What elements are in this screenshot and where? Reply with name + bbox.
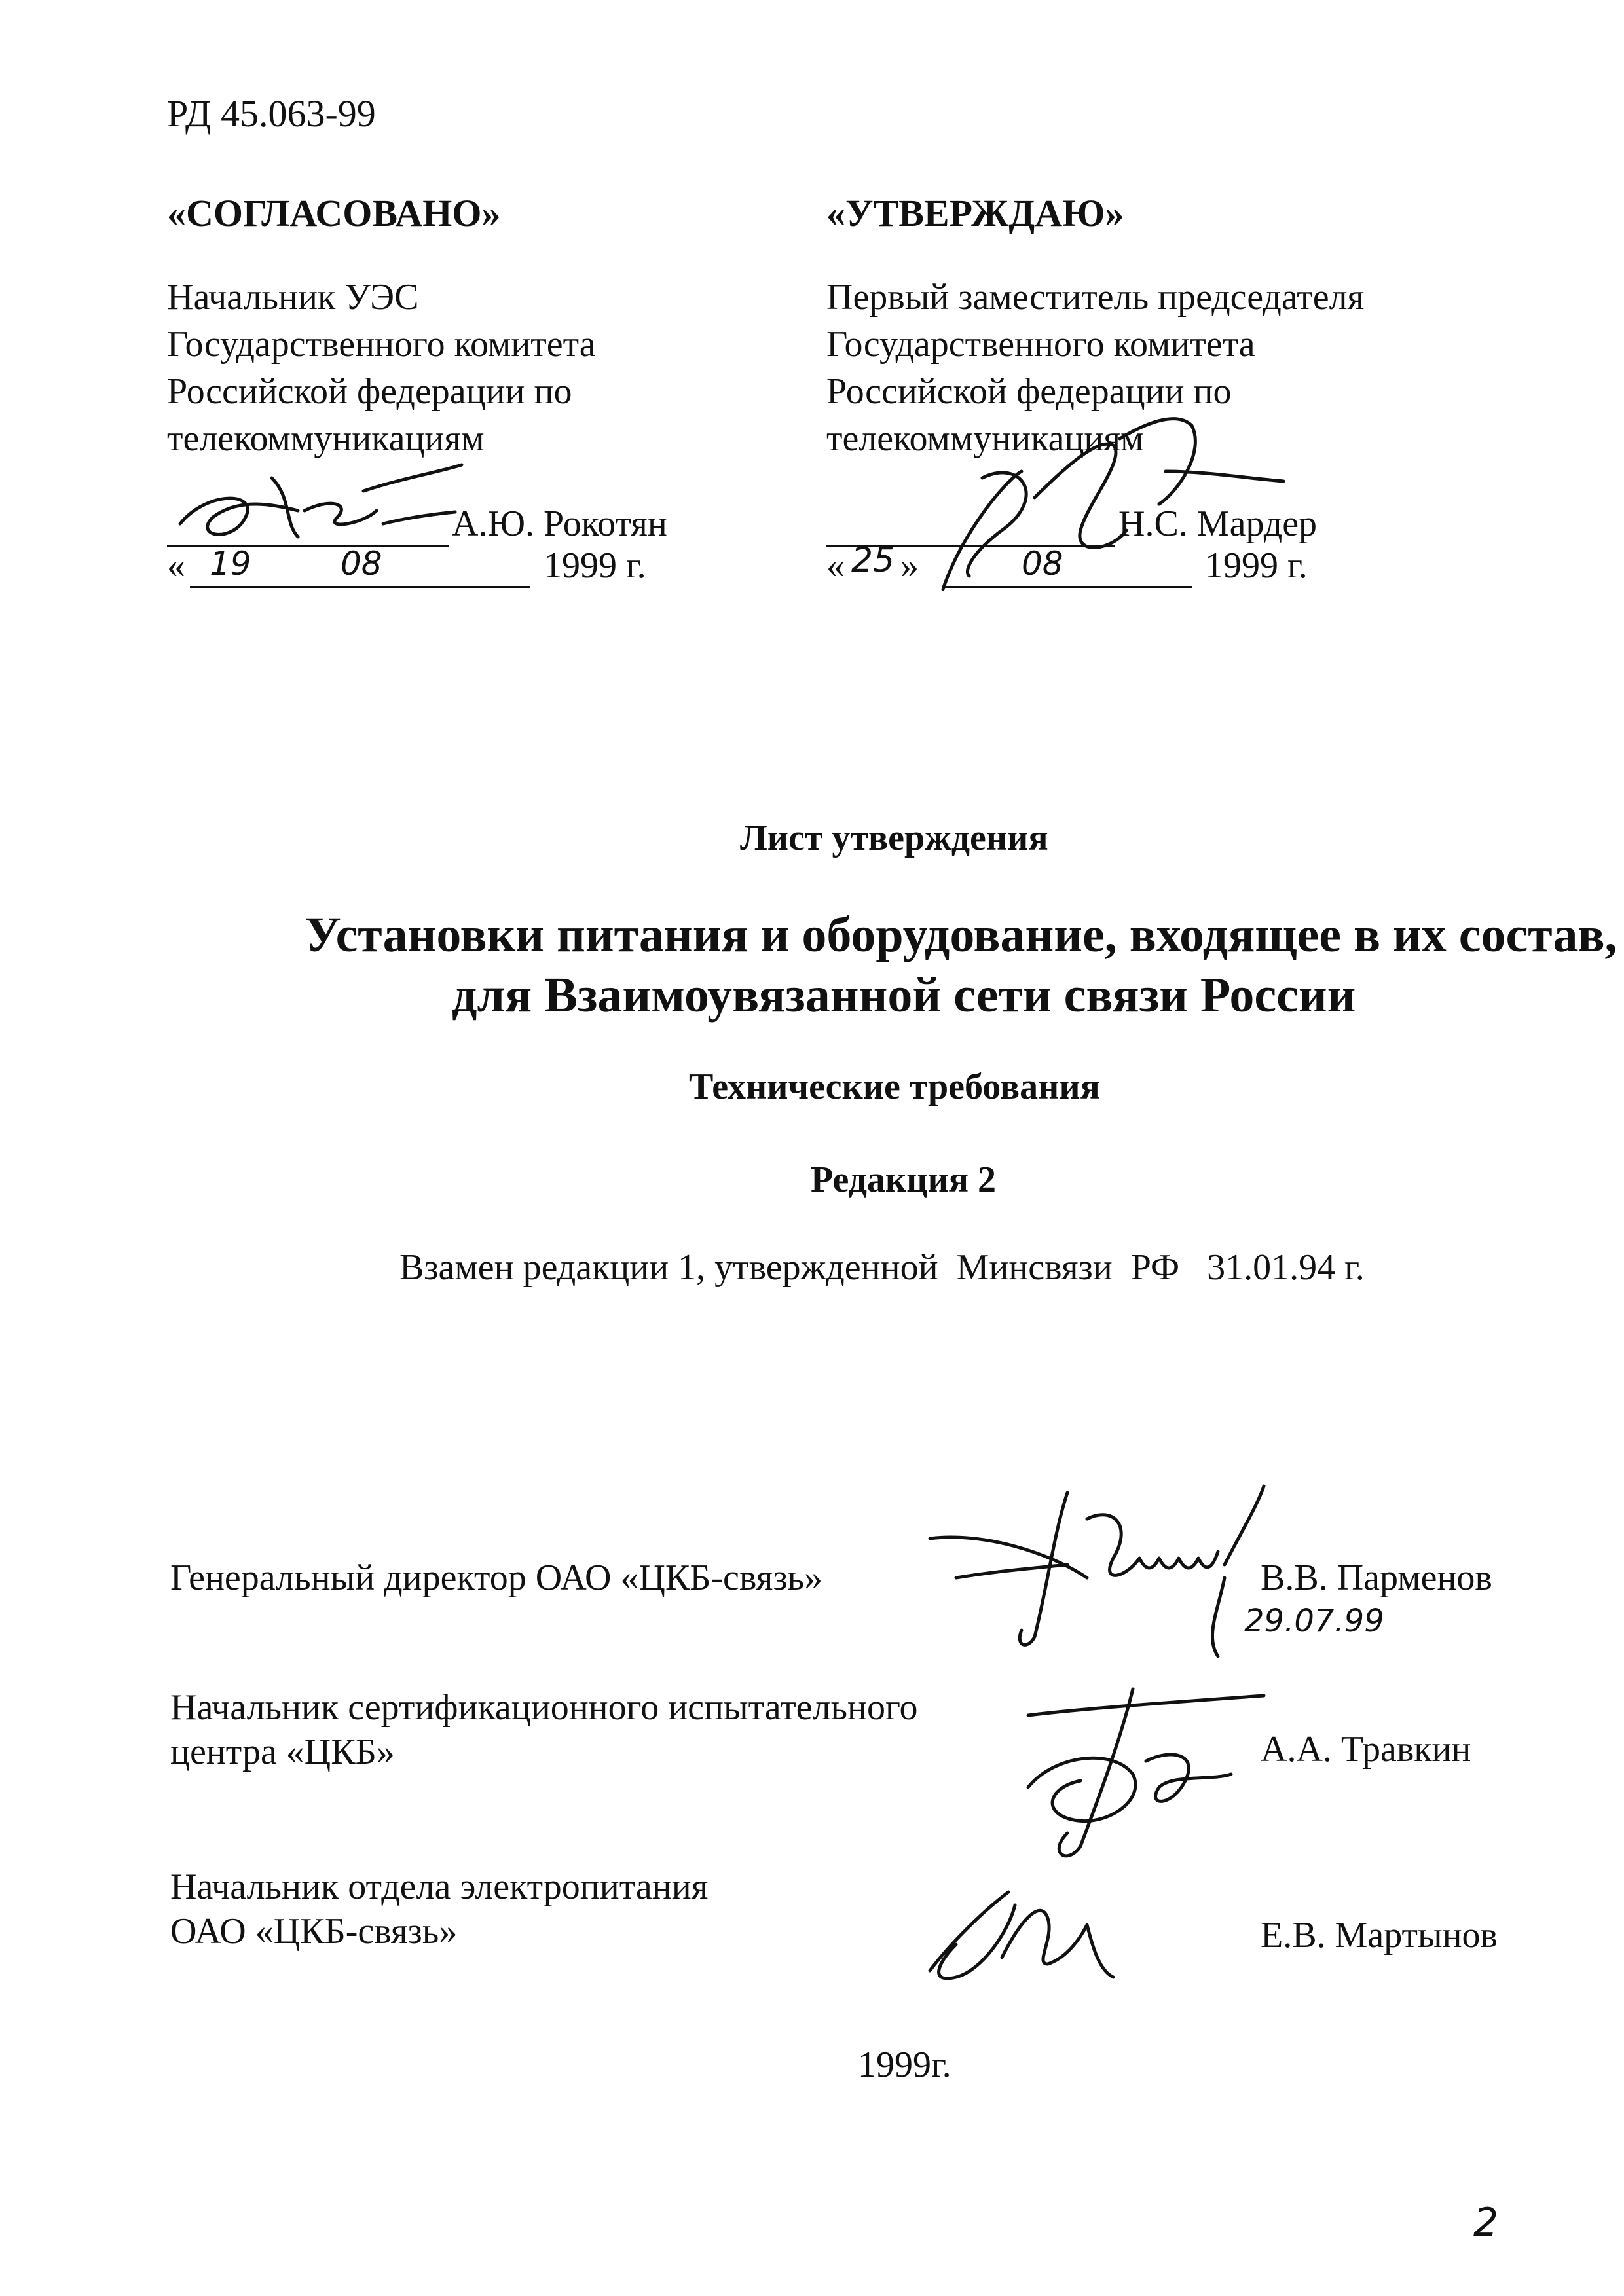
approval-left-date-day: 19: [210, 545, 251, 583]
signature-travkin: [1002, 1676, 1277, 1872]
document-title-line1: Установки питания и оборудование, входящее в их состав,: [304, 907, 1617, 962]
approval-right-date-close: »: [900, 545, 919, 586]
approval-left-signer: А.Ю. Рокотян: [452, 503, 667, 544]
signature-parmenov: [917, 1480, 1283, 1676]
edition-label: Редакция 2: [811, 1159, 997, 1200]
approval-left-date-year: 1999 г.: [544, 545, 646, 586]
approval-right-signer: Н.С. Мардер: [1118, 503, 1318, 544]
approval-left-heading: «СОГЛАСОВАНО»: [167, 192, 501, 234]
signatory-position: Генеральный директор ОАО «ЦКБ-связь»: [170, 1558, 823, 1598]
approval-right-line: телекоммуникациям: [826, 418, 1144, 459]
approval-left-date-open: «: [167, 545, 185, 586]
signatory-position-line: Начальник сертификационного испытательного: [170, 1687, 918, 1728]
approval-right-date-month: 08: [1022, 545, 1063, 583]
approval-right-line: Российской федерации по: [826, 371, 1232, 412]
replaces-note: Взамен редакции 1, утвержденной Минсвязи РФ 31.01.94 г.: [399, 1247, 1365, 1288]
approval-right-date-day: 25: [851, 541, 895, 580]
signatory-position: [170, 1685, 918, 1774]
sheet-title: Лист утверждения: [740, 818, 1048, 858]
approval-right-line: Государственного комитета: [826, 324, 1255, 365]
signatory-position: [170, 1865, 708, 1954]
approval-right-heading: «УТВЕРЖДАЮ»: [826, 192, 1124, 234]
page-mark: 2: [1473, 2200, 1499, 2246]
footer-year: 1999г.: [858, 2045, 951, 2085]
document-subtitle: Технические требования: [689, 1066, 1100, 1107]
signatory-position-line: ОАО «ЦКБ-связь»: [170, 1911, 458, 1952]
signatory-name: Е.В. Мартынов: [1261, 1915, 1498, 1956]
signatory-name: А.А. Травкин: [1261, 1729, 1471, 1770]
signatory-name: В.В. Парменов: [1261, 1558, 1492, 1598]
date-line: [190, 586, 530, 588]
signatory-position-line: центра «ЦКБ»: [170, 1732, 395, 1772]
date-line: [943, 586, 1192, 588]
document-code: РД 45.063-99: [167, 92, 376, 135]
document-title-line2: для Взаимоувязанной сети связи России: [452, 968, 1356, 1023]
approval-left-date-month: 08: [341, 545, 382, 583]
approval-left-position: [167, 274, 596, 462]
signatory-position-line: Начальник отдела электропитания: [170, 1867, 709, 1907]
handwritten-date: 29.07.99: [1244, 1603, 1384, 1639]
signature-martynov: [917, 1879, 1126, 1997]
approval-right-date-year: 1999 г.: [1205, 545, 1308, 586]
approval-left-line: Начальник УЭС: [167, 277, 419, 318]
approval-left-line: Государственного комитета: [167, 324, 596, 365]
approval-left-line: Российской федерации по: [167, 371, 572, 412]
approval-left-line: телекоммуникациям: [167, 418, 485, 459]
approval-right-line: Первый заместитель председателя: [826, 277, 1365, 318]
approval-right-date-open: «: [826, 545, 845, 586]
